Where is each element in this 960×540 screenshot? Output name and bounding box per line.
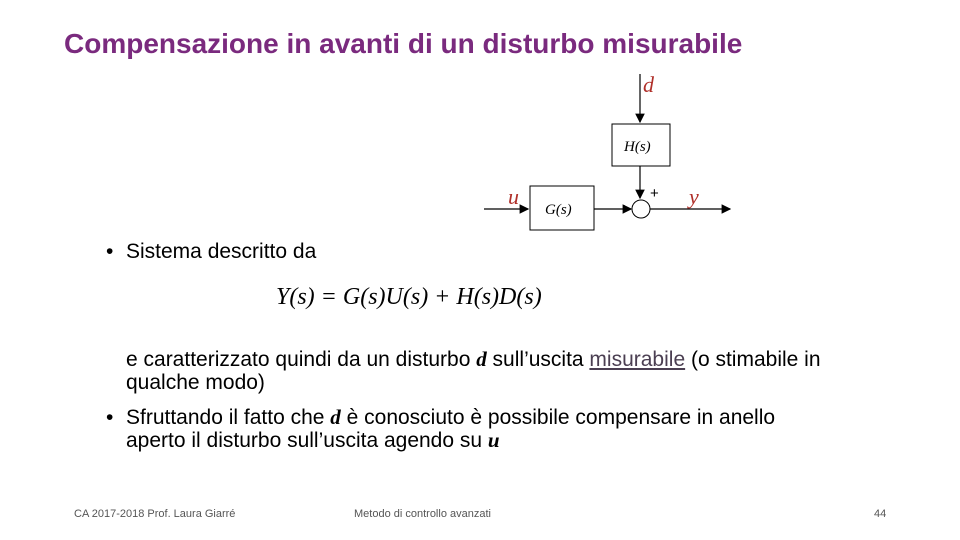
footer-center: Metodo di controllo avanzati xyxy=(354,508,491,520)
label-d: d xyxy=(643,72,654,97)
bullet-2-text-2: è conosciuto è possibile compensare in anello aperto il disturbo sull’uscita agendo su xyxy=(126,406,776,452)
sum-plus-left: + xyxy=(620,201,629,218)
cont-text-1: e caratterizzato quindi da un disturbo xyxy=(126,348,477,371)
bullet-1-continuation xyxy=(126,348,826,394)
sum-plus-top: + xyxy=(650,185,659,202)
footer-left: CA 2017-2018 Prof. Laura Giarré xyxy=(74,508,236,520)
label-y: y xyxy=(689,184,699,209)
bullet-2-u-symbol: u xyxy=(487,428,500,452)
bullet-2-text-1: Sfruttando il fatto che xyxy=(126,406,331,429)
label-u: u xyxy=(508,184,519,209)
sum-junction xyxy=(632,200,650,218)
cont-text-3: (o stimabile in qualche modo) xyxy=(126,348,821,394)
cont-d-symbol: d xyxy=(476,347,487,371)
bullet-dot-1: • xyxy=(106,240,114,263)
bullet-2 xyxy=(106,406,826,452)
system-formula: Y(s) = G(s)U(s) + H(s)D(s) xyxy=(276,284,542,310)
label-h-block: H(s) xyxy=(624,139,651,155)
label-g-block: G(s) xyxy=(545,202,572,218)
slide-title: Compensazione in avanti di un disturbo misurabile xyxy=(64,28,743,59)
bullet-1-text: Sistema descritto da xyxy=(126,240,317,263)
bullet-2-d-symbol: d xyxy=(330,405,341,429)
footer-page-number: 44 xyxy=(874,508,887,520)
cont-text-2: sull’uscita xyxy=(486,348,590,371)
bullet-dot-2: • xyxy=(106,406,114,429)
bullet-1 xyxy=(106,240,826,263)
underlined-misurabile: misurabile xyxy=(589,348,686,371)
